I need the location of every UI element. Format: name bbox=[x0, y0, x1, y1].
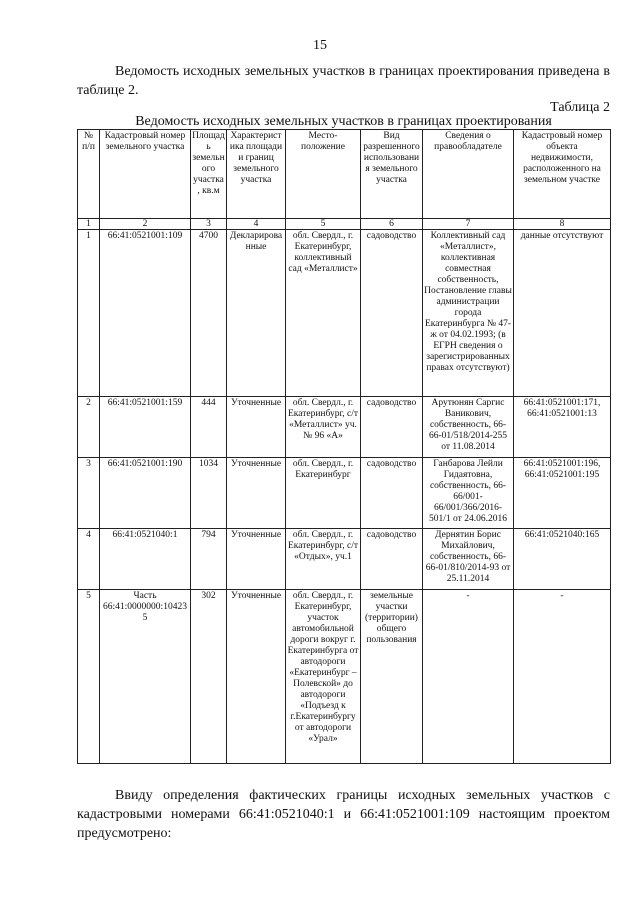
table-title: Ведомость исходных земельных участков в границах проектирования bbox=[135, 114, 552, 129]
area-characteristic: Декларированные bbox=[227, 230, 286, 397]
intro-paragraph bbox=[77, 62, 610, 100]
location: обл. Свердл., г. Екатеринбург, коллективный сад «Металлист» bbox=[286, 230, 361, 397]
page-number: 15 bbox=[313, 38, 327, 53]
object-cadastral: 66:41:0521001:196, 66:41:0521001:195 bbox=[514, 458, 611, 529]
location: обл. Свердл., г. Екатеринбург, с/т «Отдых», уч.1 bbox=[286, 529, 361, 590]
column-number: 6 bbox=[361, 219, 423, 230]
header-cell: Место-положение bbox=[286, 130, 361, 219]
header-cell: Кадастровый номер земельного участка bbox=[100, 130, 191, 219]
table-row bbox=[78, 397, 611, 458]
column-number-row bbox=[78, 219, 611, 230]
object-cadastral: - bbox=[514, 590, 611, 764]
land-plots-table bbox=[77, 129, 611, 764]
table-row bbox=[78, 590, 611, 764]
area-characteristic: Уточненные bbox=[227, 590, 286, 764]
location: обл. Свердл., г. Екатеринбург, участок автомобильной дороги вокруг г. Екатеринбурга от автодороги «Екатеринбург – Полевской» до автодороги «Подъезд к г.Екатеринбургу от автодороги «Урал» bbox=[286, 590, 361, 764]
header-cell: № п/п bbox=[78, 130, 100, 219]
column-number: 7 bbox=[423, 219, 514, 230]
cadastral-number: Часть 66:41:0000000:104235 bbox=[100, 590, 191, 764]
area-value: 1034 bbox=[191, 458, 227, 529]
permitted-use: садоводство bbox=[361, 230, 423, 397]
object-cadastral: 66:41:0521040:165 bbox=[514, 529, 611, 590]
conclusion-paragraph bbox=[77, 786, 610, 843]
area-value: 794 bbox=[191, 529, 227, 590]
column-number: 8 bbox=[514, 219, 611, 230]
column-number: 5 bbox=[286, 219, 361, 230]
owner-info: Ганбарова Лейли Гидаятовна, собственность, 66-66/001-66/001/366/2016-501/1 от 24.06.2016 bbox=[423, 458, 514, 529]
area-characteristic: Уточненные bbox=[227, 529, 286, 590]
table-row bbox=[78, 529, 611, 590]
table-row bbox=[78, 458, 611, 529]
header-cell: Площадь земельного участка, кв.м bbox=[191, 130, 227, 219]
location: обл. Свердл., г. Екатеринбург bbox=[286, 458, 361, 529]
area-value: 302 bbox=[191, 590, 227, 764]
header-cell: Характеристика площади и границ земельного участка bbox=[227, 130, 286, 219]
header-cell: Вид разрешенного использования земельного участка bbox=[361, 130, 423, 219]
permitted-use: садоводство bbox=[361, 458, 423, 529]
table-label: Таблица 2 bbox=[550, 100, 610, 115]
cadastral-number: 66:41:0521001:190 bbox=[100, 458, 191, 529]
conclusion-text: Ввиду определения фактических границы исходных земельных участков с кадастровыми номерами 66:41:0521040:1 и 66:41:0521001:109 настоящим проектом предусмотрено: bbox=[77, 788, 610, 841]
cadastral-number: 66:41:0521001:159 bbox=[100, 397, 191, 458]
area-value: 4700 bbox=[191, 230, 227, 397]
column-number: 2 bbox=[100, 219, 191, 230]
intro-text: Ведомость исходных земельных участков в границах проектирования приведена в таблице 2. bbox=[77, 64, 610, 98]
owner-info: Дернятин Борис Михайлович, собственность, 66-66-01/810/2014-93 от 25.11.2014 bbox=[423, 529, 514, 590]
header-cell: Кадастровый номер объекта недвижимости, расположенного на земельном участке bbox=[514, 130, 611, 219]
cadastral-number: 66:41:0521001:109 bbox=[100, 230, 191, 397]
owner-info: Арутюнян Саргис Ваникович, собственность, 66-66-01/518/2014-255 от 11.08.2014 bbox=[423, 397, 514, 458]
location: обл. Свердл., г. Екатеринбург, с/т «Металлист» уч. № 96 «А» bbox=[286, 397, 361, 458]
owner-info: - bbox=[423, 590, 514, 764]
area-characteristic: Уточненные bbox=[227, 397, 286, 458]
owner-info: Коллективный сад «Металлист», коллективная совместная собственность, Постановление главы администрации города Екатеринбурга № 47-ж от 04.02.1993; (в ЕГРН сведения о зарегистрированных правах отсутствуют) bbox=[423, 230, 514, 397]
row-number: 1 bbox=[78, 230, 100, 397]
object-cadastral: данные отсутствуют bbox=[514, 230, 611, 397]
header-cell: Сведения о правообладателе bbox=[423, 130, 514, 219]
permitted-use: садоводство bbox=[361, 529, 423, 590]
row-number: 3 bbox=[78, 458, 100, 529]
area-value: 444 bbox=[191, 397, 227, 458]
header-row bbox=[78, 130, 611, 219]
row-number: 5 bbox=[78, 590, 100, 764]
column-number: 4 bbox=[227, 219, 286, 230]
area-characteristic: Уточненные bbox=[227, 458, 286, 529]
column-number: 3 bbox=[191, 219, 227, 230]
table-row bbox=[78, 230, 611, 397]
object-cadastral: 66:41:0521001:171, 66:41:0521001:13 bbox=[514, 397, 611, 458]
permitted-use: садоводство bbox=[361, 397, 423, 458]
cadastral-number: 66:41:0521040:1 bbox=[100, 529, 191, 590]
permitted-use: земельные участки (территории) общего пользования bbox=[361, 590, 423, 764]
row-number: 4 bbox=[78, 529, 100, 590]
column-number: 1 bbox=[78, 219, 100, 230]
row-number: 2 bbox=[78, 397, 100, 458]
